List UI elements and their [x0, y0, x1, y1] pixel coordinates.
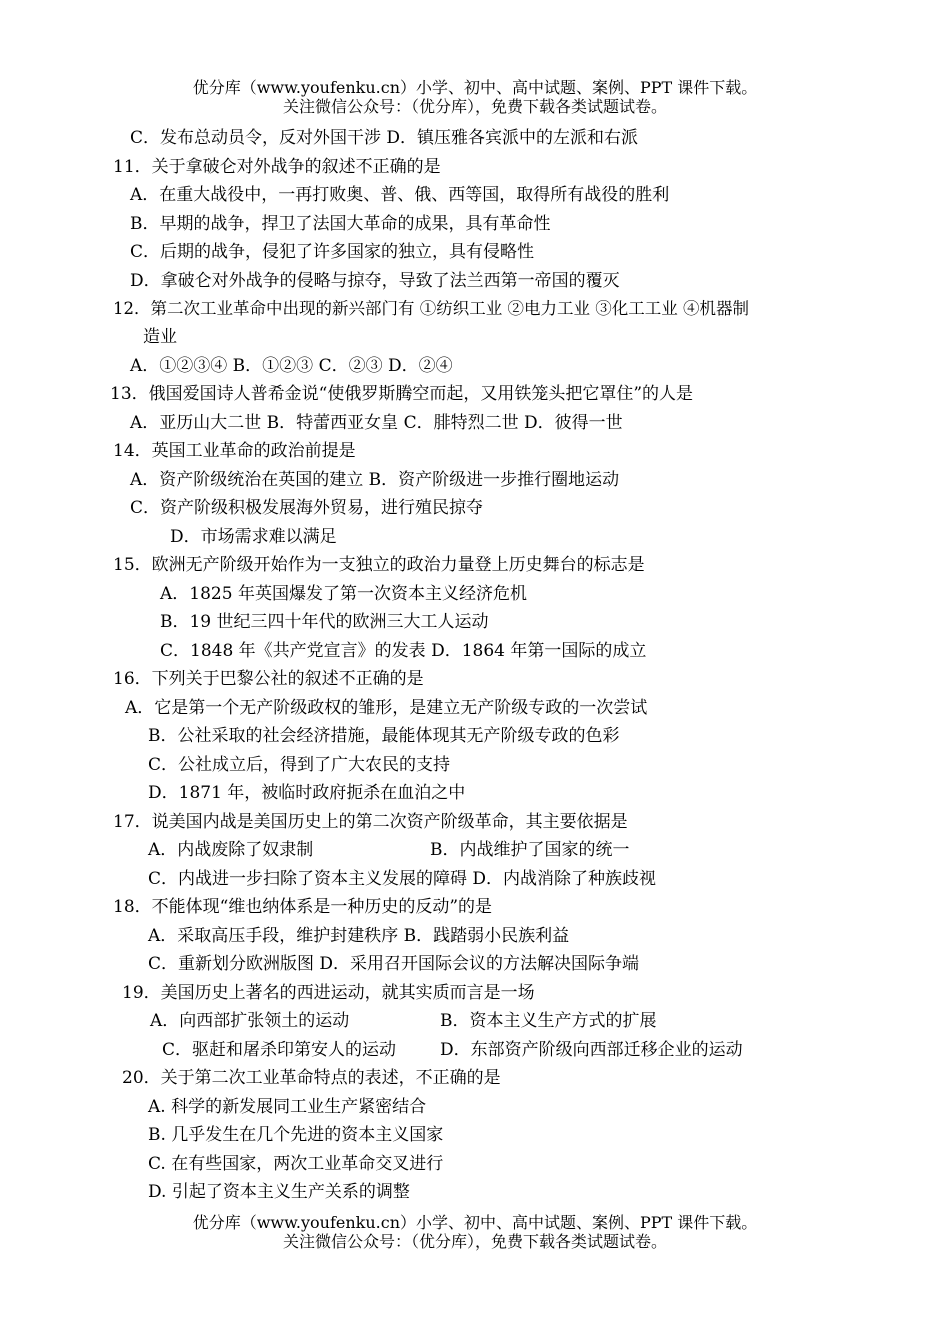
q11-option-c: C．后期的战争，侵犯了许多国家的独立，具有侵略性: [130, 242, 535, 262]
q16-option-b: B．公社采取的社会经济措施，最能体现其无产阶级专政的色彩: [148, 726, 620, 746]
q14-stem: 14．英国工业革命的政治前提是: [113, 441, 356, 461]
q15-stem: 15．欧洲无产阶级开始作为一支独立的政治力量登上历史舞台的标志是: [113, 555, 645, 575]
page-footer: [0, 1213, 950, 1251]
q14-option-d: D．市场需求难以满足: [170, 527, 337, 547]
q18-options-ab: A．采取高压手段，维护封建秩序 B．践踏弱小民族利益: [148, 926, 570, 946]
q19-stem: 19．美国历史上著名的西进运动，就其实质而言是一场: [122, 983, 535, 1003]
q13-options: A．亚历山大二世 B．特蕾西亚女皇 C．腓特烈二世 D．彼得一世: [130, 413, 623, 433]
q11-option-a: A．在重大战役中，一再打败奥、普、俄、西等国，取得所有战役的胜利: [130, 185, 670, 205]
q17-options-cd: C．内战进一步扫除了资本主义发展的障碍 D．内战消除了种族歧视: [148, 869, 657, 889]
q11-stem-emphasis: 不正确: [355, 157, 407, 177]
q20-option-b: B. 几乎发生在几个先进的资本主义国家: [148, 1125, 444, 1145]
q16-option-a: A．它是第一个无产阶级政权的雏形，是建立无产阶级专政的一次尝试: [125, 698, 648, 718]
q12-stem-line-2: 造业: [143, 327, 177, 347]
header-line-1: 优分库（www.youfenku.cn）小学、初中、高中试题、案例、PPT 课件下载。: [192, 78, 758, 97]
q15-option-b: B．19 世纪三四十年代的欧洲三大工人运动: [160, 612, 489, 632]
q15-options-cd: C．1848 年《共产党宣言》的发表 D．1864 年第一国际的成立: [160, 641, 647, 661]
footer-line-2: 关注微信公众号：（优分库），免费下载各类试题试卷。: [282, 1232, 667, 1251]
q13-stem: 13．俄国爱国诗人普希金说“使俄罗斯腾空而起，又用铁笼头把它罩住”的人是: [110, 384, 694, 404]
q20-option-c: C. 在有些国家，两次工业革命交叉进行: [148, 1154, 444, 1174]
q18-stem: 18．不能体现“维也纳体系是一种历史的反动”的是: [113, 897, 493, 917]
q11-option-b: B．早期的战争，捍卫了法国大革命的成果，具有革命性: [130, 214, 551, 234]
q11-stem-post: 的是: [406, 157, 441, 177]
q12-stem-line-1: 12．第二次工业革命中出现的新兴部门有 ①纺织工业 ②电力工业 ③化工工业 ④机器制: [113, 299, 749, 318]
footer-line-1: 优分库（www.youfenku.cn）小学、初中、高中试题、案例、PPT 课件下载。: [192, 1213, 758, 1232]
q11-stem-pre: 11．关于拿破仑对外战争的叙述: [113, 157, 356, 177]
q16-option-d: D．1871 年，被临时政府扼杀在血泊之中: [148, 783, 466, 803]
q10-options-cd: C．发布总动员令，反对外国干涉 D．镇压雅各宾派中的左派和右派: [130, 128, 639, 148]
q17-stem: 17．说美国内战是美国历史上的第二次资产阶级革命，其主要依据是: [113, 812, 628, 832]
q12-options: A．①②③④ B．①②③ C．②③ D．②④: [130, 356, 453, 376]
q14-option-c: C．资产阶级积极发展海外贸易，进行殖民掠夺: [130, 498, 484, 518]
q17-option-a: A．内战废除了奴隶制: [148, 840, 314, 860]
q20-option-d: D. 引起了资本主义生产关系的调整: [148, 1182, 410, 1202]
q19-option-d: D．东部资产阶级向西部迁移企业的运动: [440, 1040, 743, 1060]
q15-option-a: A．1825 年英国爆发了第一次资本主义经济危机: [160, 584, 527, 604]
q19-option-c: C．驱赶和屠杀印第安人的运动: [162, 1040, 397, 1060]
q19-option-a: A．向西部扩张领土的运动: [150, 1011, 350, 1031]
q16-option-c: C．公社成立后，得到了广大农民的支持: [148, 755, 451, 775]
q11-stem: [113, 156, 441, 178]
q20-stem: 20．关于第二次工业革命特点的表述，不正确的是: [122, 1068, 501, 1088]
q19-option-b: B．资本主义生产方式的扩展: [440, 1011, 657, 1031]
header-line-2: 关注微信公众号：（优分库），免费下载各类试题试卷。: [282, 97, 667, 116]
q20-option-a: A. 科学的新发展同工业生产紧密结合: [148, 1097, 427, 1117]
q18-options-cd: C．重新划分欧洲版图 D．采用召开国际会议的方法解决国际争端: [148, 954, 640, 974]
page-header: [0, 78, 950, 116]
q17-option-b: B．内战维护了国家的统一: [430, 840, 630, 860]
q16-stem: 16．下列关于巴黎公社的叙述不正确的是: [113, 669, 424, 689]
q11-option-d: D．拿破仑对外战争的侵略与掠夺，导致了法兰西第一帝国的覆灭: [130, 271, 620, 291]
q14-options-ab: A．资产阶级统治在英国的建立 B．资产阶级进一步推行圈地运动: [130, 470, 620, 490]
